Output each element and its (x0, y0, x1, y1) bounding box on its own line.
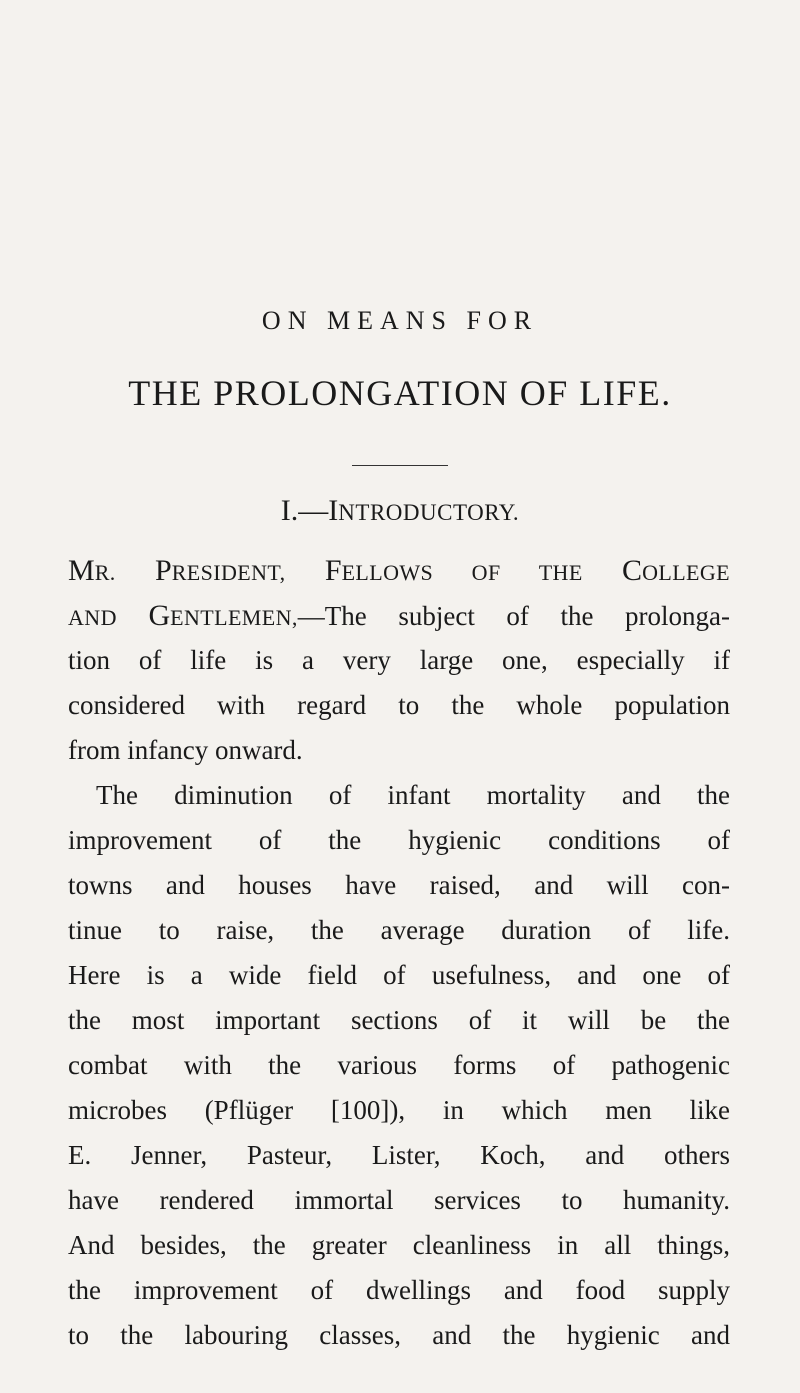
address-line-2: AND GENTLEMEN,—The subject of the prolonga- (68, 599, 731, 632)
title-line-2: THE PROLONGATION OF LIFE. (128, 373, 672, 413)
address-line-1: MR. PRESIDENT, FELLOWS OF THE COLLEGE (68, 554, 730, 587)
text-line: microbes (Pflüger [100]), in which men like (68, 1095, 730, 1125)
text-line: Here is a wide field of usefulness, and one of (68, 960, 730, 990)
section-numeral: I.— (280, 494, 329, 527)
text-line: tinue to raise, the average duration of life. (68, 915, 730, 945)
section-title (0, 494, 800, 528)
text-line: the most important sections of it will be the (68, 1005, 730, 1035)
text-line: from infancy onward. (68, 735, 303, 765)
text-line: the improvement of dwellings and food supply (68, 1275, 730, 1305)
text-line: combat with the various forms of pathogenic (68, 1050, 730, 1080)
text-line: And besides, the greater cleanliness in all things, (68, 1230, 730, 1260)
text-line: have rendered immortal services to humanity. (68, 1185, 730, 1215)
text-line: improvement of the hygienic conditions of (68, 825, 730, 855)
text-line: E. Jenner, Pasteur, Lister, Koch, and others (68, 1140, 730, 1170)
section-title-rest: NTRODUCTORY. (338, 500, 520, 525)
text-line: towns and houses have raised, and will con- (68, 870, 730, 900)
section-initial: I (328, 494, 339, 527)
text-line: tion of life is a very large one, especially if (68, 645, 730, 675)
body-text (68, 548, 730, 1358)
title-line-1: ON MEANS FOR (261, 306, 539, 335)
title-divider (352, 465, 448, 466)
text-line: considered with regard to the whole population (68, 690, 730, 720)
text-line: to the labouring classes, and the hygienic and (68, 1320, 730, 1350)
text-line: The diminution of infant mortality and the (96, 780, 730, 810)
